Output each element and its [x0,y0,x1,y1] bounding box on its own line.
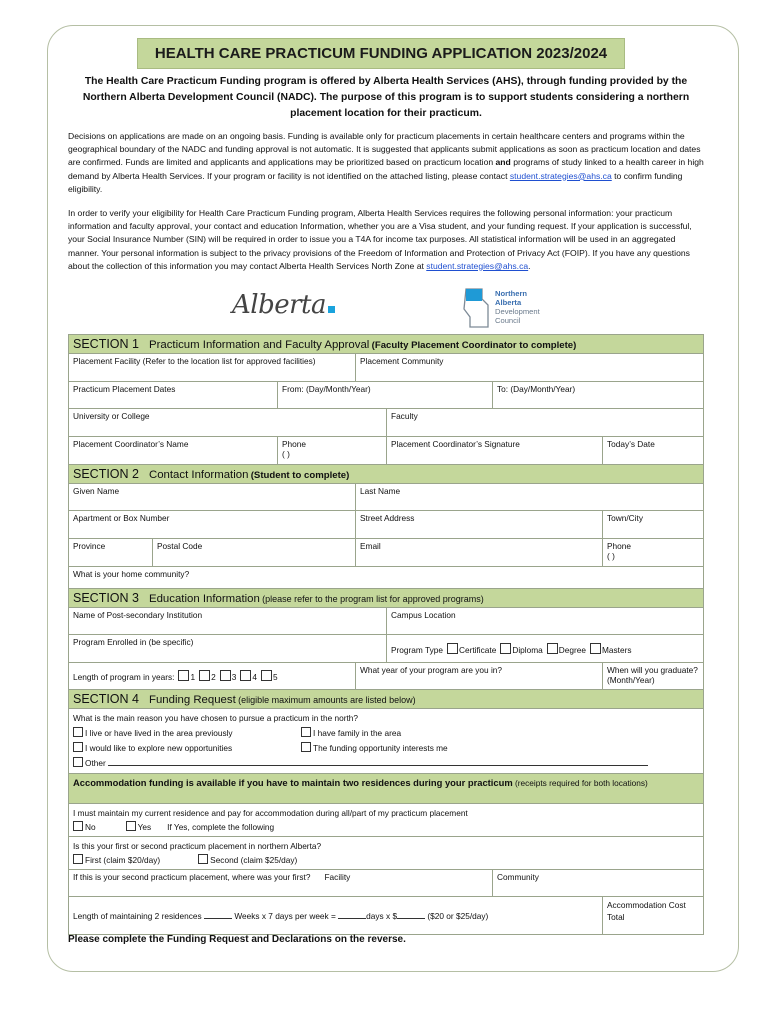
town-city-field[interactable]: Town/City [603,511,704,539]
other-reason-input[interactable] [108,765,648,766]
first-placement-checkbox[interactable] [73,854,83,864]
section-1-header: SECTION 1 Practicum Information and Faculty Approval (Faculty Placement Coordinator to complete) [69,335,704,354]
coordinator-name-field[interactable]: Placement Coordinator’s Name [69,437,278,465]
year-4-checkbox[interactable] [240,670,251,681]
placement-community-field[interactable]: Placement Community [356,354,704,382]
first-placement-community-field[interactable]: Community [493,870,704,897]
accommodation-header: Accommodation funding is available if you have to maintain two residences during your practicum (receipts required for both locations) [69,774,704,804]
reason-explore-checkbox[interactable] [73,742,83,752]
from-date-field[interactable]: From: (Day/Month/Year) [278,382,493,409]
street-address-field[interactable]: Street Address [356,511,603,539]
first-placement-facility-field[interactable]: If this is your second practicum placement, where was your first? Facility [69,870,493,897]
placement-number-group: Is this your first or second practicum placement in northern Alberta? First (claim $20/day) Second (claim $25/day) [69,837,704,870]
form-title: HEALTH CARE PRACTICUM FUNDING APPLICATION 2023/2024 [137,38,625,69]
faculty-field[interactable]: Faculty [387,409,704,437]
section-3-header: SECTION 3 Education Information (please refer to the program list for approved programs) [69,589,704,608]
program-enrolled-field[interactable]: Program Enrolled in (be specific) [69,635,387,663]
last-name-field[interactable]: Last Name [356,484,704,511]
coordinator-phone-field[interactable]: Phone ( ) [278,437,387,465]
given-name-field[interactable]: Given Name [69,484,356,511]
postal-code-field[interactable]: Postal Code [153,539,356,567]
student-phone-field[interactable]: Phone ( ) [603,539,704,567]
section-2-header: SECTION 2 Contact Information (Student to complete) [69,465,704,484]
maintain-no-checkbox[interactable] [73,821,83,831]
reason-lived-checkbox[interactable] [73,727,83,737]
program-type-group: Program Type Certificate Diploma Degree Masters [387,635,704,663]
email-link[interactable]: student.strategies@ahs.ca [426,260,529,271]
privacy-paragraph: In order to verify your eligibility for Health Care Practicum Funding program, Alberta Health Services requires the following personal information: your practicum information and faculty approval, your contact and education Information, whether you are a Visa student, and your funding request. If your application is successful, your Social Insurance Number (SIN) will be required in order to issue you a T4A for income tax purposes. All statistical information will be used in an aggregated manner. Your personal information is subject to the privacy provisions of the Freedom of Information and Protection of Privacy Act (FOIP). If you have any questions about the collection of this information you may contact Alberta Health Services North Zone at student.strategies@ahs.ca. [68,208,692,271]
weeks-input[interactable] [204,918,232,919]
province-field[interactable]: Province [69,539,153,567]
year-3-checkbox[interactable] [220,670,231,681]
degree-checkbox[interactable] [547,643,558,654]
email-field[interactable]: Email [356,539,603,567]
reason-group: What is the main reason you have chosen to pursue a practicum in the north? I live or have lived in the area previously I have family in the area I would like to explore new opportunities The funding opportunity interests me Other [69,709,704,774]
masters-checkbox[interactable] [590,643,601,654]
accommodation-length-field: Length of maintaining 2 residences Weeks x 7 days per week = days x $ ($20 or $25/day) [69,897,603,935]
footer-note: Please complete the Funding Request and Declarations on the reverse. [68,934,406,945]
reason-family-checkbox[interactable] [301,727,311,737]
university-field[interactable]: University or College [69,409,387,437]
second-placement-checkbox[interactable] [198,854,208,864]
rate-input[interactable] [397,918,425,919]
todays-date-field[interactable]: Today’s Date [603,437,704,465]
section-4-header: SECTION 4 Funding Request (eligible maximum amounts are listed below) [69,690,704,709]
year-5-checkbox[interactable] [261,670,272,681]
days-input[interactable] [338,918,366,919]
maintain-residence-group: I must maintain my current residence and pay for accommodation during all/part of my practicum placement No Yes If Yes, complete the following [69,804,704,837]
intro-paragraph: The Health Care Practicum Funding program is offered by Alberta Health Services (AHS), through funding provided by the Northern Alberta Development Council (NADC). The purpose of this program is to support students considering a northern placement location for their practicum. [82,76,690,119]
apartment-field[interactable]: Apartment or Box Number [69,511,356,539]
email-link[interactable]: student.strategies@ahs.ca [509,170,612,181]
year-1-checkbox[interactable] [178,670,189,681]
nadc-map-icon [462,287,492,329]
year-2-checkbox[interactable] [199,670,210,681]
year-in-program-field[interactable]: What year of your program are you in? [356,663,603,690]
maintain-yes-checkbox[interactable] [126,821,136,831]
application-form [68,334,704,935]
decisions-paragraph: Decisions on applications are made on an ongoing basis. Funding is available only for practicum placements in certain healthcare centers and programs within the geographical boundary of the NADC and funding approval is not automatic. It is suggested that applicants submit applications as soon as practicum location and dates are confirmed. Funds are limited and applicants and applications may be prioritized based on practicum location and programs of study linked to a health career in high demand by Alberta Health Services. If your program or facility is not identified on the attached listing, please contact student.strategies@ahs.ca to confirm funding eligibility. [68,131,704,194]
accommodation-total-field[interactable]: Accommodation Cost Total [603,897,704,935]
reason-funding-checkbox[interactable] [301,742,311,752]
to-date-field[interactable]: To: (Day/Month/Year) [493,382,704,409]
nadc-logo: Northern Alberta Development Council [462,287,562,331]
graduation-date-field[interactable]: When will you graduate? (Month/Year) [603,663,704,690]
campus-location-field[interactable]: Campus Location [387,608,704,635]
diploma-checkbox[interactable] [500,643,511,654]
home-community-field[interactable]: What is your home community? [69,567,704,589]
institution-field[interactable]: Name of Post-secondary Institution [69,608,387,635]
reason-other-checkbox[interactable] [73,757,83,767]
alberta-logo: Alberta [232,290,335,320]
certificate-checkbox[interactable] [447,643,458,654]
placement-facility-field[interactable]: Placement Facility (Refer to the location list for approved facilities) [69,354,356,382]
coordinator-signature-field[interactable]: Placement Coordinator’s Signature [387,437,603,465]
program-length-group: Length of program in years: 1 2 3 4 5 [69,663,356,690]
practicum-dates-label: Practicum Placement Dates [69,382,278,409]
